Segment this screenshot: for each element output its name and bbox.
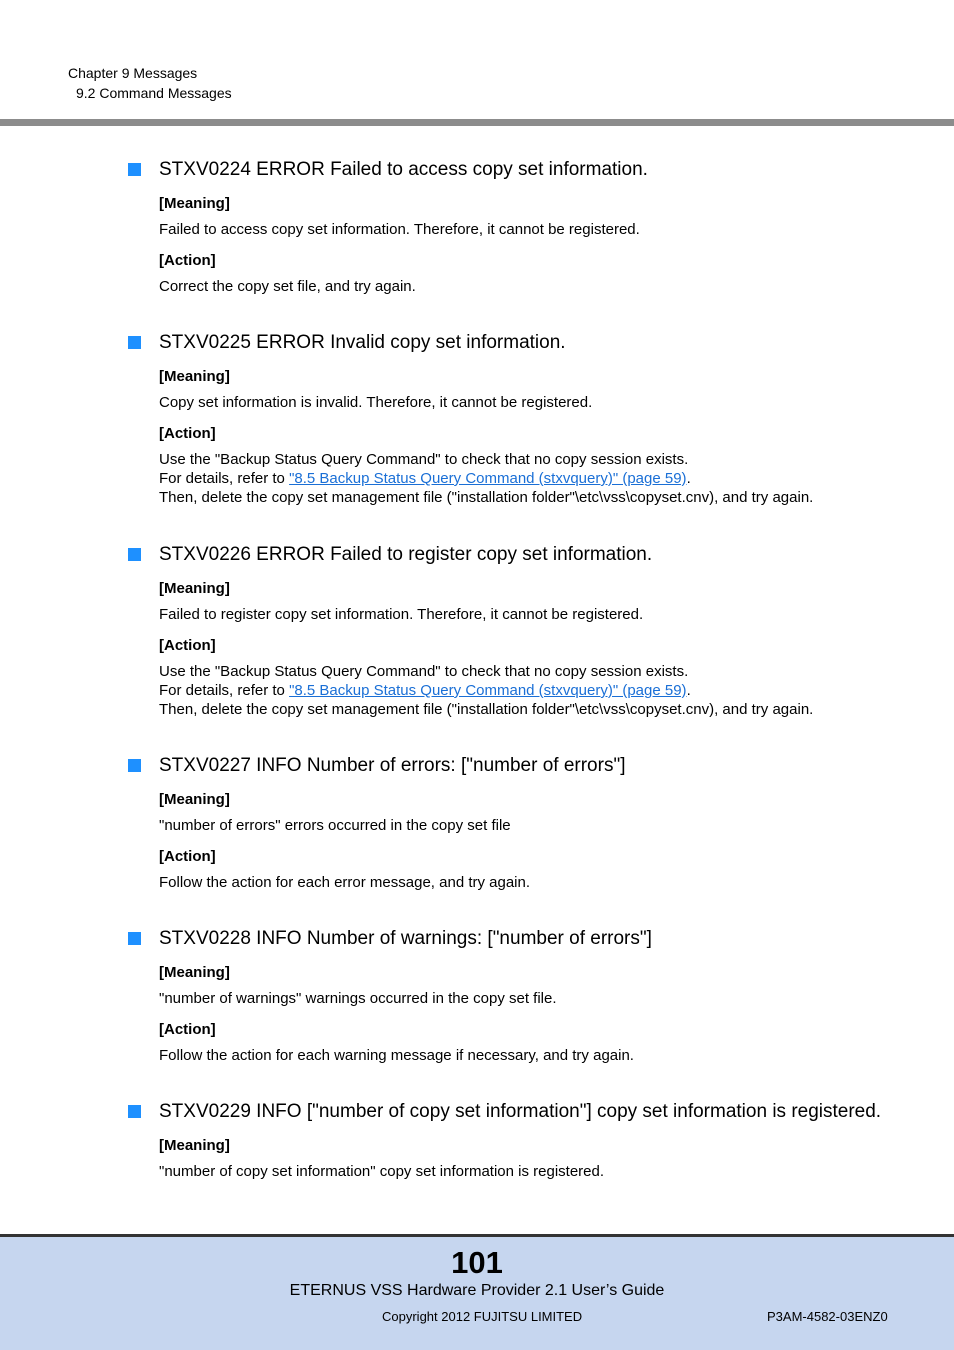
message-stxv0229 [128,1100,928,1181]
message-title: STXV0227 INFO Number of errors: ["number of errors"] [128,754,928,778]
meaning-text: Copy set information is invalid. Therefore, it cannot be registered. [159,394,593,411]
guide-title: ETERNUS VSS Hardware Provider 2.1 User’s Guide [289,1282,665,1299]
square-bullet-icon [128,759,141,772]
meaning-label: [Meaning] [159,791,230,808]
square-bullet-icon [128,163,141,176]
document-id: P3AM-4582-03ENZ0 [767,1309,888,1324]
chapter-label: Chapter 9 Messages [68,65,198,81]
message-title: STXV0224 ERROR Failed to access copy set information. [128,158,928,182]
cross-reference-link[interactable]: "8.5 Backup Status Query Command (stxvquery)" (page 59) [289,682,687,699]
square-bullet-icon [128,1105,141,1118]
meaning-label: [Meaning] [159,368,230,385]
meaning-label: [Meaning] [159,580,230,597]
action-label: [Action] [159,252,216,269]
copyright: Copyright 2012 FUJITSU LIMITED [382,1309,583,1324]
message-stxv0224 [128,158,928,296]
action-label: [Action] [159,848,216,865]
square-bullet-icon [128,548,141,561]
square-bullet-icon [128,932,141,945]
message-stxv0225 [128,331,928,507]
square-bullet-icon [128,336,141,349]
action-text: Follow the action for each error message, and try again. [159,874,531,891]
message-title: STXV0228 INFO Number of warnings: ["number of errors"] [128,927,928,951]
meaning-text: Failed to register copy set information. Therefore, it cannot be registered. [159,606,644,623]
action-label: [Action] [159,425,216,442]
action-label: [Action] [159,637,216,654]
running-header [68,63,232,103]
header-rule [0,119,954,126]
page-footer [0,1237,954,1350]
meaning-text: "number of errors" errors occurred in the copy set file [159,817,511,834]
cross-reference-link[interactable]: "8.5 Backup Status Query Command (stxvquery)" (page 59) [289,470,687,487]
action-label: [Action] [159,1021,216,1038]
page-number: 101 [451,1245,503,1280]
action-text: Follow the action for each warning message if necessary, and try again. [159,1047,634,1064]
message-stxv0226 [128,543,928,719]
meaning-text: Failed to access copy set information. Therefore, it cannot be registered. [159,221,640,238]
message-stxv0228 [128,927,928,1065]
message-title: STXV0229 INFO ["number of copy set information"] copy set information is registered. [128,1100,928,1124]
meaning-text: "number of warnings" warnings occurred in the copy set file. [159,990,557,1007]
action-text: Use the "Backup Status Query Command" to check that no copy session exists. For details, refer to "8.5 Backup Status Query Command (stxvquery)" (page 59). Then, delete the copy set management file ("installation folder"\etc\vss\copyset.cnv), and try again. [159,451,814,506]
action-text: Correct the copy set file, and try again. [159,278,416,295]
meaning-text: "number of copy set information" copy set information is registered. [159,1163,605,1180]
message-title: STXV0226 ERROR Failed to register copy set information. [128,543,928,567]
meaning-label: [Meaning] [159,1137,230,1154]
action-text: Use the "Backup Status Query Command" to check that no copy session exists. For details, refer to "8.5 Backup Status Query Command (stxvquery)" (page 59). Then, delete the copy set management file ("installation folder"\etc\vss\copyset.cnv), and try again. [159,663,814,718]
message-stxv0227 [128,754,928,892]
meaning-label: [Meaning] [159,964,230,981]
section-label: 9.2 Command Messages [76,85,232,101]
message-title: STXV0225 ERROR Invalid copy set information. [128,331,928,355]
meaning-label: [Meaning] [159,195,230,212]
